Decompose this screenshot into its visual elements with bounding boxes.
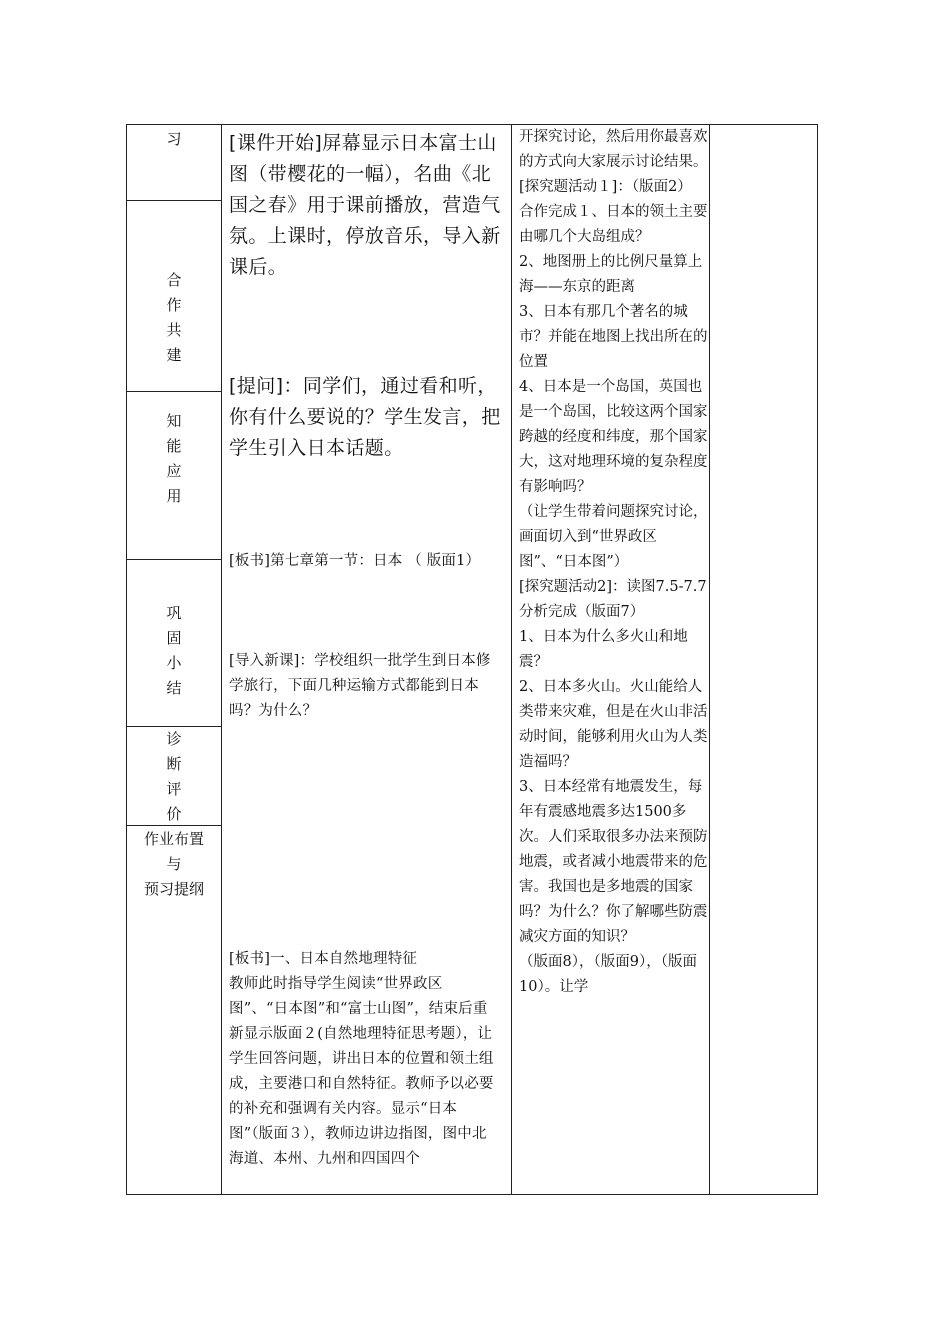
stage-char: 用	[166, 487, 182, 505]
stage-char: 知	[166, 412, 182, 430]
lesson-intro-text: [导入新课]：学校组织一批学生到日本修学旅行，下面几种运输方式都能到日本吗？为什么？	[229, 653, 491, 719]
board-title-text: [板书]第七章第一节：日本 （ 版面1）	[229, 553, 481, 569]
courseware-start-text: [课件开始]屏幕显示日本富士山图（带樱花的一幅），名曲《北国之春》用于课前播放，营造气氛。上课时，停放音乐，导入新课后。	[229, 132, 501, 278]
question-text: [提问]：同学们，通过看和听，你有什么要说的？学生发言，把学生引入日本话题。	[229, 375, 501, 459]
stage-char: 结	[166, 679, 182, 697]
stage-char: 合	[166, 271, 182, 289]
stage-label-homework	[127, 827, 221, 902]
stage-char: 巩	[166, 604, 182, 622]
student-activity-line: 3、日本有那几个著名的城市？并能在地图上找出所在的位置	[519, 304, 708, 370]
student-activity-line: 4、日本是一个岛国，英国也是一个岛国，比较这两个国家跨越的经度和纬度，那个国家大，这对地理环境的复杂程度有影响吗？	[519, 379, 708, 495]
stage-char: 与	[166, 855, 182, 873]
row-divider	[127, 559, 221, 560]
teacher-activity-column	[229, 125, 503, 1194]
stage-char: 评	[166, 780, 182, 798]
row-divider	[127, 200, 221, 201]
stage-char: 习	[166, 130, 182, 148]
stage-char: 固	[166, 629, 182, 647]
stage-char: 作	[166, 296, 182, 314]
row-divider	[127, 391, 221, 392]
stage-char: 共	[166, 321, 182, 339]
student-activity-line: 2、地图册上的比例尺量算上海——东京的距离	[519, 254, 703, 295]
student-activity-line: 2、日本多火山。火山能给人类带来灾难，但是在火山非活动时间，能够利用火山为人类造福吗？	[519, 679, 708, 770]
notes-column	[710, 125, 818, 1194]
stage-label-cooperation	[127, 268, 221, 368]
student-activity-line: [探究题活动１]：（版面2） 合作完成１、日本的领土主要由哪几个大岛组成？	[519, 179, 708, 245]
student-activity-line: 3、日本经常有地震发生，每年有震感地震多达1500多次。人们采取很多办法来预防地震，或者减小地震带来的危害。我国也是多地震的国家吗？为什么？你了解哪些防震减灾方面的知识？	[519, 779, 708, 945]
column-divider	[221, 125, 222, 1194]
stage-label-review	[127, 127, 221, 152]
lesson-plan-table	[126, 124, 818, 1195]
stage-char: 断	[166, 755, 182, 773]
stage-char: 诊	[166, 730, 182, 748]
student-activity-line: （版面8），（版面9），（版面10）。让学	[519, 954, 697, 995]
stage-char: 能	[166, 437, 182, 455]
student-activity-line: [探究题活动2]：读图7.5-7.7分析完成（版面7）	[519, 579, 707, 620]
stage-label-summary	[127, 601, 221, 701]
stage-char: 预习提纲	[143, 880, 204, 898]
stage-label-application	[127, 409, 221, 509]
stage-char: 作业布置	[143, 830, 204, 848]
stage-char: 价	[166, 805, 182, 823]
column-divider	[511, 125, 512, 1194]
student-activity-line: 开探究讨论，然后用你最喜欢的方式向大家展示讨论结果。	[519, 129, 708, 170]
stage-char: 小	[166, 654, 182, 672]
student-activity-line: （让学生带着问题探究讨论，画面切入到“世界政区图”、“日本图”）	[519, 504, 708, 570]
student-activity-line: 1、日本为什么多火山和地震？	[519, 629, 688, 670]
student-activity-column	[519, 125, 709, 1194]
stage-char: 建	[166, 346, 182, 364]
stage-label-assessment	[127, 727, 221, 827]
stage-char: 应	[166, 462, 182, 480]
board-heading-text: [板书]一、日本自然地理特征	[229, 951, 418, 967]
teacher-guidance-text: 教师此时指导学生阅读“世界政区图”、“日本图”和“富士山图”，结束后重新显示版面２(自然地理特征思考题），让学生回答问题，讲出日本的位置和领土组成，主要港口和自然特征。教师予以必要的补充和强调有关内容。显示“日本图”（版面３），教师边讲边指图，图中北海道、本州、九州和四国四个	[229, 976, 494, 1167]
